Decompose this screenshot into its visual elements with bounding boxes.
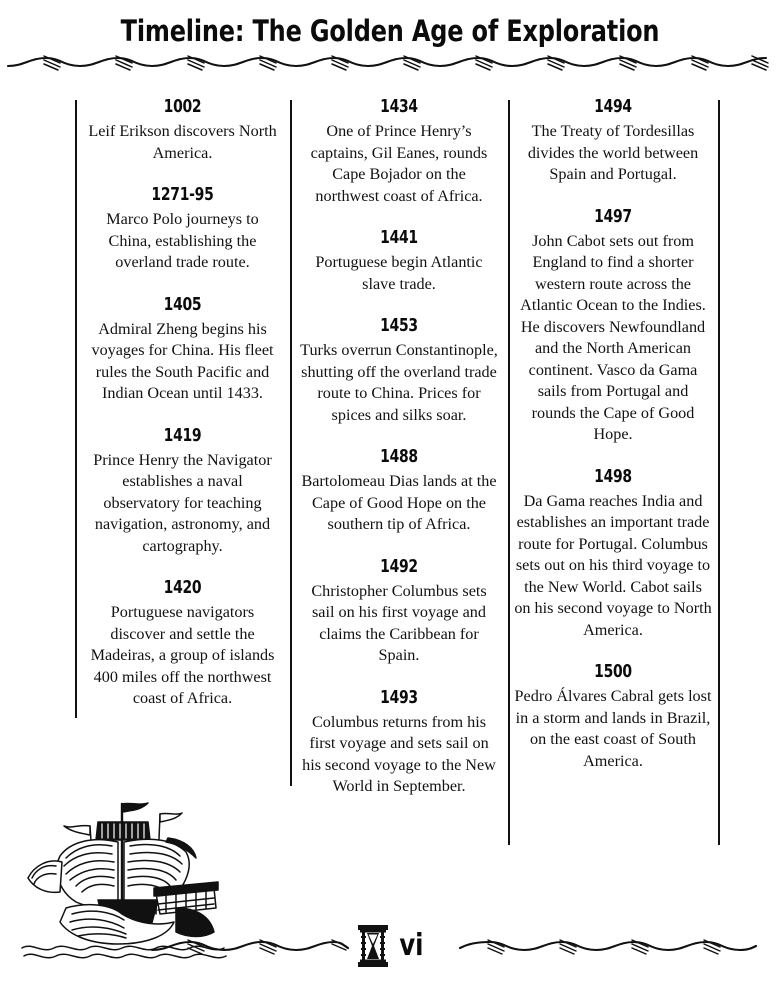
page-number: vi	[398, 928, 424, 963]
entry-year: 1419	[163, 424, 202, 446]
timeline-entry	[83, 96, 282, 164]
entry-year: 1420	[163, 577, 202, 598]
entry-year: 1494	[594, 96, 632, 117]
timeline-entry	[300, 315, 498, 426]
entry-text: John Cabot sets out from England to find a shorter western route across the Atlantic Ocean to the Indies. He discovers Newfoundland and the North American continent. Vasco da Gama sails from Portugal and rounds the Cape of Good Hope.	[520, 231, 706, 443]
timeline-entry	[300, 446, 498, 536]
timeline-column-2	[290, 96, 508, 798]
entry-text: The Treaty of Tordesillas divides the world between Spain and Portugal.	[527, 122, 699, 183]
entry-text: Columbus returns from his first voyage and sets sail on his second voyage to the New World in September.	[302, 712, 496, 795]
entry-year: 1441	[380, 227, 418, 248]
entry-text: Marco Polo journeys to China, establishing the overland trade route.	[106, 210, 259, 271]
entry-text: Turks overrun Constantinople, shutting off the overland trade route to China. Prices for spices and silks soar.	[300, 341, 498, 424]
entry-text: One of Prince Henry’s captains, Gil Eanes, rounds Cape Bojador on the northwest coast of Africa.	[310, 122, 488, 205]
page-title: Timeline: The Golden Age of Exploration	[120, 14, 660, 48]
timeline-entry	[514, 466, 712, 642]
entry-year: 1002	[163, 96, 202, 117]
timeline-entry	[83, 294, 282, 405]
timeline-columns	[0, 96, 780, 798]
title-block	[0, 14, 780, 48]
entry-year: 1492	[380, 555, 418, 577]
timeline-entry	[300, 227, 498, 295]
timeline-entry	[83, 577, 282, 710]
entry-year: 1498	[594, 465, 632, 487]
entry-year: 1500	[594, 661, 632, 682]
timeline-entry	[300, 687, 498, 798]
timeline-entry	[300, 96, 498, 207]
timeline-entry	[514, 206, 712, 446]
wave-flourish-rule-bottom-right	[458, 936, 758, 958]
entry-text: Portuguese navigators discover and settle the Madeiras, a group of islands 400 miles off the northwest coast of Africa.	[90, 603, 275, 707]
entry-text: Leif Erikson discovers North America.	[88, 122, 277, 162]
entry-year: 1493	[380, 686, 418, 708]
entry-text: Portuguese begin Atlantic slave trade.	[315, 253, 483, 293]
timeline-entry	[514, 661, 712, 772]
entry-text: Da Gama reaches India and establishes an important trade route for Portugal. Columbus sets out on his third voyage to the New World. Cabot sails on his second voyage to North America.	[514, 491, 712, 639]
entry-year: 1497	[594, 205, 632, 227]
timeline-entry	[300, 556, 498, 667]
entry-year: 1453	[380, 315, 418, 336]
timeline-column-3	[508, 96, 718, 772]
entry-text: Christopher Columbus sets sail on his first voyage and claims the Caribbean for Spain.	[311, 581, 487, 664]
entry-text: Pedro Álvares Cabral gets lost in a storm and lands in Brazil, on the east coast of South America.	[514, 687, 712, 770]
entry-text: Admiral Zheng begins his voyages for China. His fleet rules the South Pacific and Indian Ocean until 1433.	[91, 319, 274, 402]
timeline-entry	[514, 96, 712, 186]
timeline-column-1	[75, 96, 290, 710]
entry-text: Bartolomeau Dias lands at the Cape of Good Hope on the southern tip of Africa.	[301, 472, 497, 533]
wave-flourish-rule-top	[6, 50, 774, 76]
entry-year: 1434	[380, 96, 418, 117]
entry-year: 1405	[163, 293, 202, 315]
hourglass-icon	[356, 924, 390, 968]
entry-year: 1271-95	[151, 184, 214, 205]
entry-text: Prince Henry the Navigator establishes a naval observatory for teaching navigation, astronomy, and cartography.	[93, 450, 272, 555]
timeline-entry	[83, 184, 282, 274]
timeline-entry	[83, 425, 282, 558]
entry-year: 1488	[380, 446, 418, 467]
